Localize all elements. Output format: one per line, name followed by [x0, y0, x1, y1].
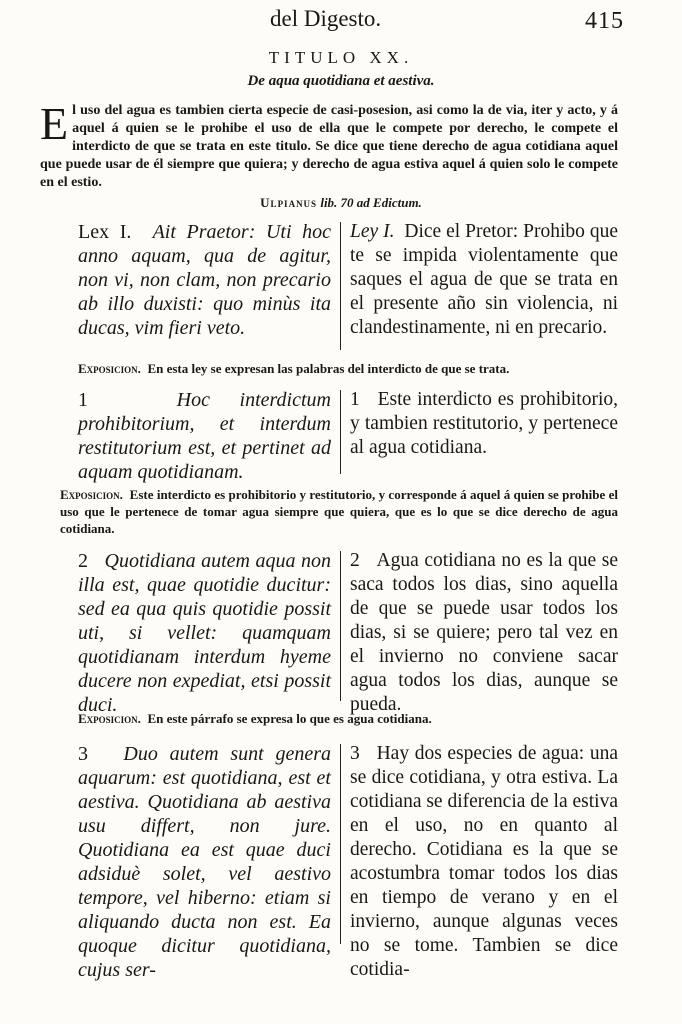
latin-number: 1 [78, 389, 88, 411]
latin-number: Lex I. [78, 221, 132, 243]
column-divider [340, 222, 341, 350]
spanish-passage: Este interdicto es prohibitorio, y tambien restitutorio, y pertenece al agua cotidiana. [350, 389, 619, 458]
page-number: 415 [585, 8, 624, 34]
column-divider [340, 390, 341, 474]
spanish-passage: Dice el Pretor: Prohibo que te se impida violentamente que saques el agua de que se trata en el presente año sin violencia, ni clandestinamente, ni en precario. [350, 221, 618, 338]
source-author: Ulpianus [260, 195, 318, 210]
spanish-text-section-1 [350, 388, 618, 460]
drop-cap: E [40, 98, 69, 149]
latin-text-section-1 [78, 388, 331, 484]
spanish-number: 2 [350, 550, 360, 571]
latin-number: 3 [78, 743, 88, 765]
exposition-text: En esta ley se expresan las palabras del interdicto de que se trata. [147, 361, 510, 376]
exposition-section-2 [78, 710, 618, 727]
exposition-label: Exposicion. [60, 487, 123, 502]
source-citation [0, 195, 682, 211]
intro-paragraph [40, 98, 618, 192]
exposition-label: Exposicion. [78, 361, 141, 376]
intro-text: l uso del agua es tambien cierta especie de casi-posesion, asi como la de via, iter y acto, y á aquel á quien se le prohibe el uso de ella que le compete por derecho, le compete el interdicto de que se trata en este titulo. Se dice que tiene derecho de agua cotidiana aquel que puede usar de él siempre que quiera; y derecho de agua estiva aquel á quien solo le compete en el estio. [40, 103, 618, 190]
title-subheading: De aqua quotidiana et aestiva. [247, 73, 435, 89]
column-divider [340, 551, 341, 701]
latin-text-section-2 [78, 549, 331, 717]
latin-number: 2 [78, 550, 88, 572]
running-title: del Digesto. [270, 6, 382, 31]
exposition-label: Exposicion. [78, 711, 141, 726]
latin-text-lex-1 [78, 220, 331, 340]
latin-passage: Ait Praetor: Uti hoc anno aquam, qua de agitur, non vi, non clam, non precario ab illo duxisti: quo minùs ita ducas, vim fieri veto. [78, 221, 332, 339]
exposition-section-1 [60, 486, 618, 537]
spanish-number: 1 [350, 389, 360, 410]
spanish-text-section-2 [350, 549, 618, 717]
source-ref: lib. 70 ad Edictum. [320, 195, 422, 210]
column-divider [340, 744, 341, 944]
exposition-lex-1 [78, 360, 618, 377]
exposition-text: Este interdicto es prohibitorio y restitutorio, y corresponde á aquel á quien se prohibe el uso que le pertenece de tomar agua siempre que quiera, que es lo que se dice derecho de agua cotidiana. [60, 487, 619, 536]
latin-text-section-3 [78, 742, 331, 982]
spanish-text-section-3 [350, 742, 618, 982]
latin-passage: Quotidiana autem aqua non illa est, quae quotidie ducitur: sed ea qua quis quotidie possit uti, si vellet: quamquam quotidianam interdum hyeme ducere non expediat, etsi possit duci. [78, 550, 331, 716]
spanish-passage: Hay dos especies de agua: una se dice cotidiana, y otra estiva. La cotidiana se diferencia de la estiva en el uso, no en quanto al derecho. Cotidiana es la que se acostumbra tomar todos los dias en tiempo de verano y en el invierno, aunque algunas veces no se tome. Tambien se dice cotidia- [350, 743, 618, 980]
latin-passage: Hoc interdictum prohibitorium, et interdum restitutorium est, et pertinet ad aquam quotidianam. [78, 389, 331, 483]
spanish-passage: Agua cotidiana no es la que se saca todos los dias, sino aquella de que se puede usar todos los dias, si se quiere; pero tal vez en el invierno no conviene sacar agua todos los dias, aunque se pueda. [350, 550, 619, 715]
spanish-number: 3 [350, 743, 360, 764]
latin-passage: Duo autem sunt genera aquarum: est quotidiana, est et aestiva. Quotidiana ab aestiva usu differt, non jure. Quotidiana ea est quae duci adsiduè solet, vel aestivo tempore, vel hiberno: etiam si aliquando ducta non est. Ea quoque dicitur quotidiana, cujus ser- [78, 743, 332, 981]
exposition-text: En este párrafo se expresa lo que es agua cotidiana. [147, 711, 432, 726]
spanish-number: Ley I. [350, 221, 395, 242]
spanish-text-ley-1 [350, 220, 618, 340]
title-heading: TITULO XX. [268, 48, 414, 67]
